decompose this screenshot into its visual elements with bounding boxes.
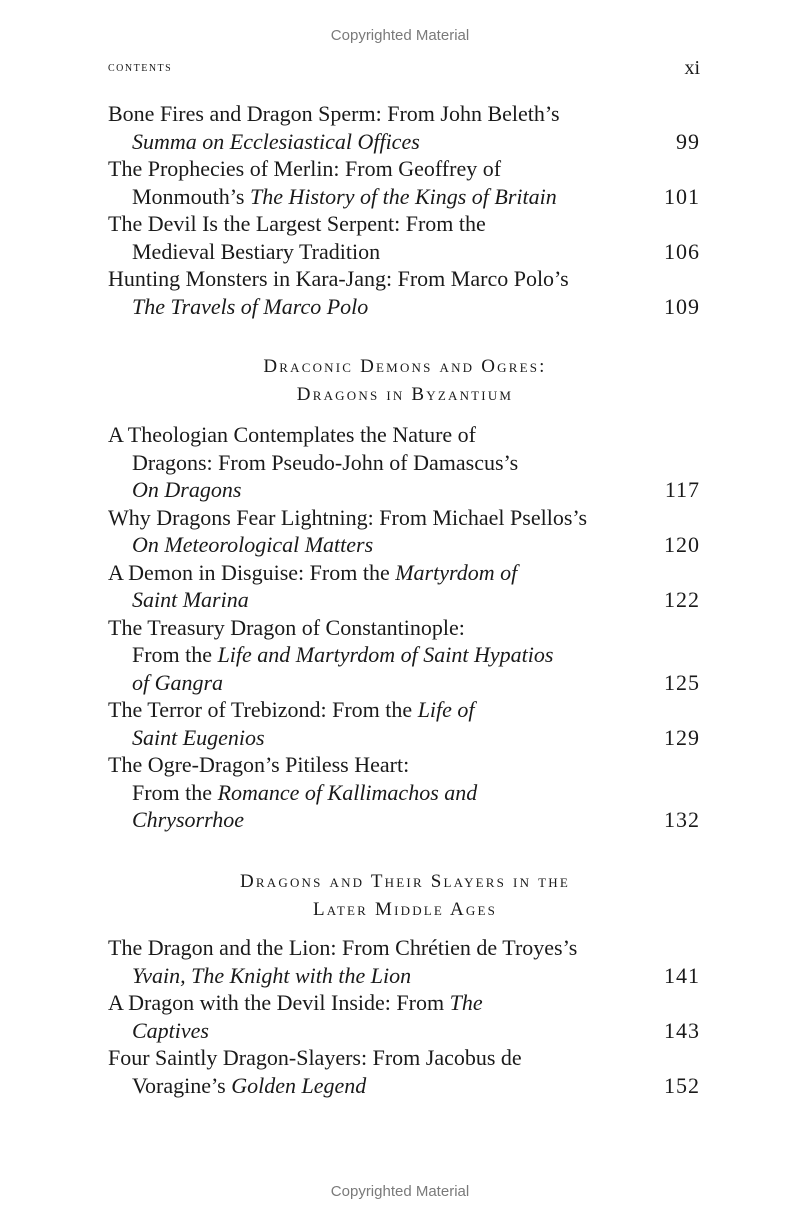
toc-section-3: [108, 934, 702, 1099]
toc-entry-italic-title: On Meteorological Matters: [132, 532, 374, 557]
toc-entry-page-number: 125: [664, 669, 700, 695]
toc-entry-italic-title: The: [449, 990, 483, 1015]
toc-entry-italic-title: The Travels of Marco Polo: [132, 293, 369, 319]
toc-entry: [108, 934, 702, 989]
toc-entry-italic-title: Life and Martyrdom of Saint Hypatios: [217, 642, 554, 667]
toc-entry-text: Medieval Bestiary Tradition: [132, 238, 381, 264]
toc-entry-page-number: 141: [664, 962, 700, 988]
toc-entry-text: A Theologian Contemplates the Nature of: [108, 422, 477, 447]
toc-entry-text: Voragine’s: [132, 1072, 232, 1098]
toc-entry-page-number: 101: [664, 183, 700, 209]
toc-entry-page-number: 117: [664, 477, 700, 502]
toc-entry-page-number: 109: [664, 293, 700, 319]
toc-entry-continuation-line: [108, 476, 702, 504]
toc-entry: [108, 210, 702, 265]
toc-entry-continuation-line: [108, 1072, 702, 1100]
section-heading-line: Draconic Demons and Ogres:: [263, 356, 547, 377]
toc-entry: [108, 989, 702, 1044]
toc-entry-continuation-line: [108, 724, 702, 752]
toc-entry-text: The Prophecies of Merlin: From Geoffrey of: [108, 156, 502, 181]
toc-entry: [108, 155, 702, 210]
toc-entry-italic-title: Golden Legend: [231, 1072, 367, 1098]
toc-entry-continuation-line: [108, 586, 702, 614]
page-number: xi: [684, 57, 700, 79]
section-heading-line: Later Middle Ages: [312, 898, 498, 920]
toc-entry-page-number: 99: [676, 128, 700, 154]
toc-entry-continuation-line: [108, 531, 702, 559]
running-head-label: contents: [108, 60, 173, 75]
toc-entry-page-number: 106: [664, 238, 700, 264]
toc-entry: [108, 504, 702, 559]
toc-entry-italic-title: Saint Marina: [132, 587, 249, 612]
toc-entry-text: Monmouth’s: [132, 183, 250, 209]
copyright-watermark-bottom: Copyrighted Material: [330, 1183, 470, 1200]
toc-entry-italic-title: Life of: [417, 697, 475, 722]
toc-entry-continuation-line: [108, 293, 702, 321]
toc-entry: [108, 614, 702, 697]
toc-entry-text: The Terror of Trebizond: From the: [108, 697, 418, 722]
toc-entry-italic-title: Yvain, The Knight with the Lion: [132, 962, 412, 988]
toc-entry-continuation-line: [108, 669, 702, 697]
toc-entry-title-line: [108, 559, 702, 587]
toc-entry-page-number: 129: [664, 724, 700, 750]
toc-entry-text: From the: [132, 779, 218, 805]
toc-entry-continuation-line: [108, 962, 702, 990]
section-heading-byzantium: [108, 353, 702, 408]
toc-section-1: [108, 100, 702, 320]
toc-entry-text: The Dragon and the Lion: From Chrétien de Troyes’s: [108, 935, 578, 960]
toc-entry-continuation-line: [108, 183, 702, 211]
toc-entry-text: The Ogre-Dragon’s Pitiless Heart:: [108, 752, 410, 777]
toc-entry-italic-title: Captives: [132, 1017, 209, 1043]
toc-entry: [108, 1044, 702, 1099]
toc-entry-page-number: 120: [664, 532, 700, 557]
toc-entry: [108, 421, 702, 504]
toc-entry-title-line: [108, 696, 702, 724]
toc-entry-text: The Devil Is the Largest Serpent: From the: [108, 211, 486, 236]
toc-entry-title-line: [108, 421, 702, 449]
toc-entry: [108, 559, 702, 614]
toc-entry-italic-title: Saint Eugenios: [132, 724, 265, 750]
toc-entry-text: Dragons: From Pseudo-John of Damascus’s: [132, 449, 519, 475]
toc-entry-text: A Demon in Disguise: From the: [108, 559, 396, 585]
toc-entry-italic-title: of Gangra: [132, 669, 224, 695]
toc-entry-title-line: [108, 934, 702, 962]
toc-entry-text: Bone Fires and Dragon Sperm: From John Beleth’s: [108, 101, 560, 126]
toc-entry-title-line: [108, 614, 702, 642]
toc-entry-continuation-line: [108, 449, 702, 477]
toc-entry-italic-title: On Dragons: [132, 477, 242, 502]
toc-entry-title-line: [108, 265, 702, 293]
copyright-watermark-top: Copyrighted Material: [330, 27, 470, 44]
toc-entry-continuation-line: [108, 806, 702, 834]
toc-entry-italic-title: Chrysorrhoe: [132, 807, 245, 832]
toc-entry-text: Hunting Monsters in Kara-Jang: From Marco Polo’s: [108, 266, 569, 291]
toc-entry-continuation-line: [108, 1017, 702, 1045]
section-heading-later-middle-ages: [108, 868, 702, 923]
toc-entry-italic-title: Martyrdom of: [395, 559, 518, 585]
toc-entry-page-number: 132: [664, 807, 700, 832]
toc-entry-title-line: [108, 989, 702, 1017]
toc-entry-title-line: [108, 100, 702, 128]
section-heading-line: Dragons in Byzantium: [296, 383, 514, 405]
toc-entry-continuation-line: [108, 779, 702, 807]
toc-entry: [108, 100, 702, 155]
toc-entry-continuation-line: [108, 641, 702, 669]
toc-entry: [108, 696, 702, 751]
toc-entry: [108, 751, 702, 834]
section-heading-line: Dragons and Their Slayers in the: [239, 871, 570, 892]
toc-entry-page-number: 152: [664, 1072, 700, 1098]
toc-entry-text: The Treasury Dragon of Constantinople:: [108, 614, 465, 640]
toc-entry-title-line: [108, 1044, 702, 1072]
toc-entry: [108, 265, 702, 320]
toc-entry-text: Four Saintly Dragon-Slayers: From Jacobus de: [108, 1045, 522, 1070]
toc-entry-continuation-line: [108, 238, 702, 266]
toc-entry-page-number: 122: [664, 587, 700, 612]
toc-entry-page-number: 143: [664, 1017, 700, 1043]
running-head: [108, 57, 702, 80]
toc-entry-title-line: [108, 210, 702, 238]
toc-entry-italic-title: The History of the Kings of Britain: [249, 183, 557, 209]
toc-section-2: [108, 421, 702, 834]
toc-entry-title-line: [108, 751, 702, 779]
toc-entry-title-line: [108, 504, 702, 532]
toc-entry-text: Why Dragons Fear Lightning: From Michael Psellos’s: [108, 504, 588, 530]
toc-entry-continuation-line: [108, 128, 702, 156]
toc-entry-title-line: [108, 155, 702, 183]
toc-entry-text: From the: [132, 642, 218, 667]
toc-entry-italic-title: Summa on Ecclesiastical Offices: [132, 128, 420, 154]
toc-entry-text: A Dragon with the Devil Inside: From: [108, 990, 450, 1015]
toc-entry-italic-title: Romance of Kallimachos and: [217, 779, 478, 805]
